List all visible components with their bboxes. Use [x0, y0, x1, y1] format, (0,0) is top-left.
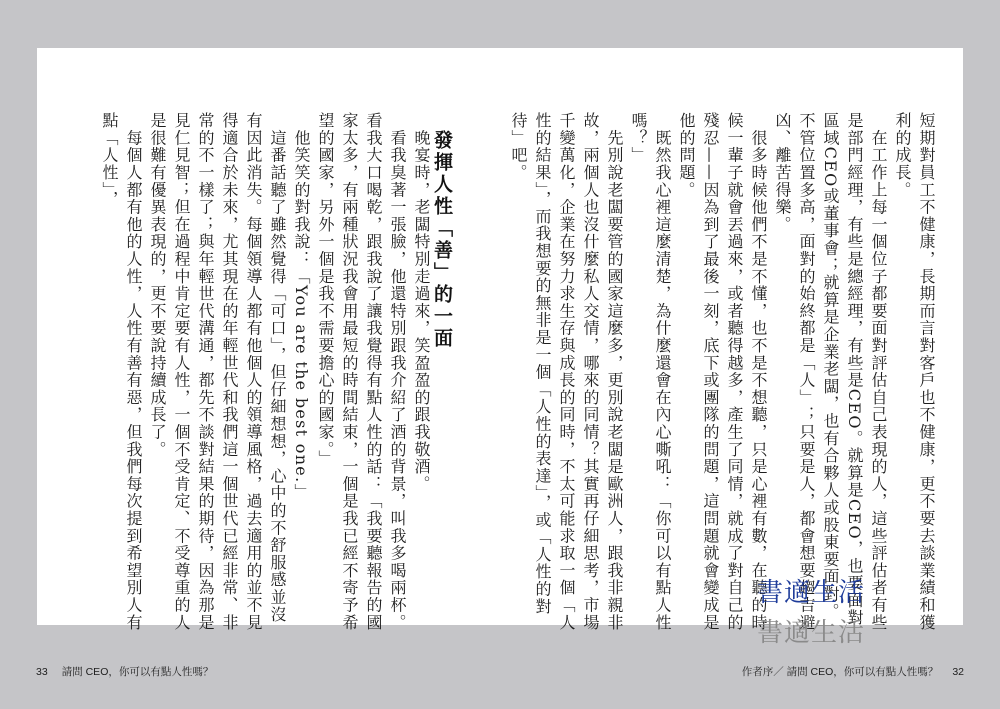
section-heading: 發揮人性「善」的一面 [431, 130, 453, 350]
left-page-footer [36, 664, 213, 679]
watermark-primary: 書適生活 [757, 578, 866, 608]
left-running-title: 請問 CEO，你可以有點人性嗎？ [61, 666, 214, 678]
book-spread [37, 48, 963, 648]
watermark [757, 578, 865, 648]
left-page-number: 33 [36, 666, 48, 678]
right-page-number: 32 [952, 666, 964, 678]
left-page-body-text: 晚宴時，老闆特別走過來，笑盈盈的跟我敬酒。 看我臭著一張臉，他還特別跟我介紹了酒的背景，叫我多喝兩杯。看我大口喝乾，跟我說了讓我覺得有點人性的話：「我要聽報告的國家太多，有兩種狀況我會用最短的時間結束，一個是我已經不寄予希望的國家，另外一個是我不需要擔心的國家。」 他笑笑的對我說：「You are the best one.」 這番話聽了雖然覺得「可口」，但仔細想想，心中的不舒服感並沒有因此消失。每個領導人都有他個人的領導風格，過去適用的並不見得適合於未來，尤其現在的年輕世代和我們這一個世代已經非常、非常的不一樣了；與年輕世代溝通，都先不談對結果的期待，因為那是見仁見智；但在過程中肯定要有人性，一個不受肯定、不受尊重的人是很難有優異表現的，更不要說持續成長了。 每個人都有他的人性，人性有善有惡，但我們每次提到希望別人有點「人性」， [100, 112, 431, 631]
right-running-title: 作者序／ 請問 CEO，你可以有點人性嗎？ [741, 666, 939, 678]
watermark-secondary: 書適生活 [757, 618, 866, 648]
right-page-body-text: 短期對員工不健康，長期而言對客戶也不健康，更不要去談業績和獲利的成長。 在工作上每一個位子都要面對評估自己表現的人，這些評估者有些是部門經理，有些是總經理，有些是CEO。就算是CEO，也要面對區域CEO或董事會；就算是企業老闆，也有合夥人或股東要面對。不管位置多高，面對的始終都是「人」；只要是人，都會想要趨吉避凶、離苦得樂。 很多時候他們不是不懂，也不是不想聽，只是心裡有數，在聽的時候一輩子就會丟過來，或者聽得越多，產生了同情，就成了對自己的殘忍——因為到了最後一刻，底下或團隊的問題，這問題就會變成是他的問題。 既然我心裡這麼清楚，為什麼還會在內心嘶吼：「你可以有點人性嗎？」 先別說老闆要管的國家這麼多，更別說老闆是歐洲人，跟我非親非故，兩個人也沒什麼私人交情，哪來的同情？其實再仔細思考，市場千變萬化，企業在努力求生存與成長的同時，不太可能求取一個「人性的結果」，而我想要的無非是一個「人性的表達」，或「人性的對待」吧。 [509, 112, 936, 631]
right-page-footer [742, 664, 964, 679]
